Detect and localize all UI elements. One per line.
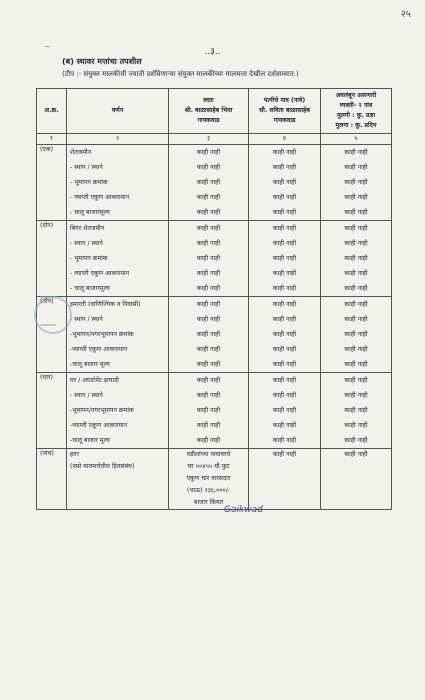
value-cell: काही नाही — [344, 377, 368, 384]
description-line: -चालू बाजार मूल्य — [70, 361, 110, 368]
value-cell: काही नाही — [344, 225, 368, 232]
value-cell: काही नाही — [196, 361, 221, 368]
row-serial: (एक) — [37, 145, 67, 221]
value-cell: काही नाही — [196, 437, 221, 444]
header-dependents-line: व्यक्ती- २ नांव — [339, 102, 373, 109]
value-cell: काही नाही — [344, 361, 368, 368]
value-cell: काही नाही — [272, 407, 297, 414]
value-cell: काही नाही — [344, 240, 368, 247]
value-cell: काही नाही — [272, 240, 297, 247]
row-description — [67, 297, 169, 373]
header-dependents-line: अवलंबून असणारी — [335, 92, 377, 99]
dependents-values — [321, 297, 392, 373]
value-cell: काही नाही — [344, 331, 368, 338]
value-cell: काही नाही — [196, 225, 221, 232]
column-number: २ — [67, 134, 169, 145]
office-stamp-mark — [40, 296, 56, 326]
page-number: २५ — [400, 9, 411, 20]
value-cell: काही नाही — [344, 285, 368, 292]
row-serial: (चार) — [37, 373, 67, 449]
self-values — [169, 221, 249, 297]
header-dependents — [321, 89, 392, 134]
header-dependents-line: मुलगी : कु. प्रज्ञा — [336, 112, 376, 119]
self-values — [169, 297, 249, 373]
row-description — [67, 373, 169, 449]
header-spouse — [249, 89, 321, 134]
value-cell: काही नाही — [344, 164, 368, 171]
header-self — [169, 89, 249, 134]
description-line: -भूमापन/नगरभूमापन क्रमांक — [70, 407, 134, 414]
description-line: -भूमापन/नगरभूमापन क्रमांक — [70, 331, 134, 338]
description-line: - स्थान / स्थाने — [70, 316, 103, 323]
value-cell: काही नाही — [272, 437, 297, 444]
table-row — [37, 297, 392, 373]
spouse-values — [249, 373, 321, 449]
value-cell: काही नाही — [272, 451, 297, 458]
value-cell: काही नाही — [344, 194, 368, 201]
description-line: -व्याप्ती एकूण आकारमान — [70, 422, 128, 429]
value-cell: काही नाही — [196, 285, 221, 292]
value-cell: काही नाही — [196, 422, 221, 429]
description-line: घर / अपार्टमेंट इत्यादी — [70, 377, 119, 384]
column-number-row — [37, 134, 392, 145]
column-number: ३ — [169, 134, 249, 145]
value-cell: काही नाही — [196, 149, 221, 156]
value-cell: काही नाही — [196, 301, 221, 308]
value-cell: काही नाही — [272, 346, 297, 353]
row-description — [67, 145, 169, 221]
spouse-values — [249, 297, 321, 373]
table-row — [37, 373, 392, 449]
value-cell: काही नाही — [344, 437, 368, 444]
value-cell: काही नाही — [196, 270, 221, 277]
value-cell: काही नाही — [196, 179, 221, 186]
header-dependents-line: मुलगा : कु. प्रदिप — [335, 122, 377, 129]
value-cell: काही नाही — [272, 179, 297, 186]
value-cell: काही नाही — [272, 225, 297, 232]
value-cell: काही नाही — [196, 377, 221, 384]
value-cell: काही नाही — [344, 346, 368, 353]
column-number: १ — [37, 134, 67, 145]
spouse-values — [249, 221, 321, 297]
self-values — [169, 145, 249, 221]
value-cell: काही नाही — [344, 255, 368, 262]
value-cell: काही नाही — [344, 270, 368, 277]
value-cell: काही नाही — [196, 316, 221, 323]
ink-mark: ~ — [44, 42, 51, 51]
immovable-assets-table — [36, 88, 392, 510]
value-cell: काही नाही — [272, 392, 297, 399]
value-cell: काही नाही — [272, 361, 297, 368]
value-cell: काही नाही — [196, 407, 221, 414]
description-line: - भूमापन क्रमांक — [70, 255, 108, 262]
value-cell: काही नाही — [344, 301, 368, 308]
row-serial: (दोन) — [37, 221, 67, 297]
header-self-line: श्री. बाळासाहेब भिवा — [184, 107, 233, 114]
value-cell: काही नाही — [272, 316, 297, 323]
value-cell: काही नाही — [344, 451, 368, 458]
spouse-values — [249, 449, 321, 510]
value-cell: काही नाही — [344, 209, 368, 216]
section-note: (टीप :- संयुक्त मालकीची ज्याती दर्शविणाऱ्या संयुक्त मालकीच्या मालमत्ता देखील दर्शवाव्यात.) — [62, 70, 299, 78]
description-line: -चालू बाजार मूल्य — [70, 437, 110, 444]
value-cell: काही नाही — [196, 240, 221, 247]
value-cell: काही नाही — [272, 209, 297, 216]
section-title: (ब) स्थावर मत्तांचा तपशील — [62, 57, 142, 66]
dependents-values — [321, 221, 392, 297]
dependents-values — [321, 373, 392, 449]
row-serial: (तीन) — [37, 297, 67, 373]
table-header-row — [37, 89, 392, 134]
value-cell: काही नाही — [196, 209, 221, 216]
header-self-line: गायकवाड — [197, 117, 220, 124]
description-line: इमारती (वाणिज्यिक व निवासी) — [70, 301, 141, 308]
value-cell: वडीलांच्या नावावरचे — [186, 451, 231, 458]
spouse-values — [249, 145, 321, 221]
value-cell: काही नाही — [272, 270, 297, 277]
value-cell: काही नाही — [196, 331, 221, 338]
dependents-values — [321, 145, 392, 221]
signature: Gaikwad — [224, 505, 263, 515]
description-line: - चालू बाजारमूल्य — [70, 285, 110, 292]
description-line: - व्याप्ती एकूण आकारमान — [70, 270, 130, 277]
description-line: बिगर शेतजमीन — [70, 225, 105, 232]
description-line: (जसे मालमत्तेतील हितसंबंध) — [70, 463, 135, 470]
description-line: - स्थान / स्थाने — [70, 392, 103, 399]
value-cell: काही नाही — [344, 179, 368, 186]
description-line: शेतजमीन — [70, 149, 92, 156]
value-cell: काही नाही — [272, 285, 297, 292]
header-sr: अ.क्र. — [37, 89, 67, 134]
value-cell: बाजार किंमत — [193, 499, 224, 506]
description-line: - स्थान / स्थाने — [70, 240, 103, 247]
header-self-line: स्वतः — [203, 97, 214, 104]
value-cell: काही नाही — [272, 377, 297, 384]
description-line: - व्याप्ती एकूण आकारमान — [70, 194, 130, 201]
value-cell: काही नाही — [272, 301, 297, 308]
column-number: ४ — [249, 134, 321, 145]
value-cell: काही नाही — [344, 392, 368, 399]
row-serial: (पाच) — [37, 449, 67, 510]
table-row — [37, 221, 392, 297]
description-line: - स्थान / स्थाने — [70, 164, 103, 171]
table-body — [37, 145, 392, 510]
table-row — [37, 449, 392, 510]
value-cell: काही नाही — [344, 149, 368, 156]
dependents-values — [321, 449, 392, 510]
row-description — [67, 221, 169, 297]
header-spouse-line: गायकवाड — [273, 117, 296, 124]
value-cell: काही नाही — [344, 422, 368, 429]
value-cell: काही नाही — [344, 316, 368, 323]
description-line: इतर — [70, 451, 80, 458]
value-cell: काही नाही — [196, 346, 221, 353]
value-cell: काही नाही — [196, 392, 221, 399]
value-cell: काही नाही — [272, 194, 297, 201]
header-description: वर्णन — [67, 89, 169, 134]
row-description — [67, 449, 169, 510]
value-cell: काही नाही — [272, 422, 297, 429]
value-cell: काही नाही — [272, 331, 297, 338]
value-cell: (भाऊ) २३६,०००/- — [186, 487, 231, 494]
value-cell: घर ५०x५५ चौ.फुट — [187, 463, 230, 470]
header-spouse-line: सौ. सविता बाळासाहेब — [259, 107, 310, 114]
description-line: - भूमापन क्रमांक — [70, 179, 108, 186]
value-cell: काही नाही — [272, 149, 297, 156]
value-cell: काही नाही — [196, 164, 221, 171]
self-values — [169, 449, 249, 510]
column-number: ५ — [321, 134, 392, 145]
value-cell: काही नाही — [272, 164, 297, 171]
value-cell: एकूण चार वारसदार — [186, 475, 231, 482]
page-sequence-mark: ..३.. — [204, 47, 221, 57]
value-cell: काही नाही — [272, 255, 297, 262]
value-cell: काही नाही — [196, 255, 221, 262]
value-cell: काही नाही — [196, 194, 221, 201]
table-row — [37, 145, 392, 221]
description-line: -व्याप्ती एकूण आकारमान — [70, 346, 128, 353]
description-line: - चालू बाजारमूल्य — [70, 209, 110, 216]
self-values — [169, 373, 249, 449]
header-spouse-line: पत्नीचे नाव (नावे) — [263, 97, 306, 104]
value-cell: काही नाही — [344, 407, 368, 414]
